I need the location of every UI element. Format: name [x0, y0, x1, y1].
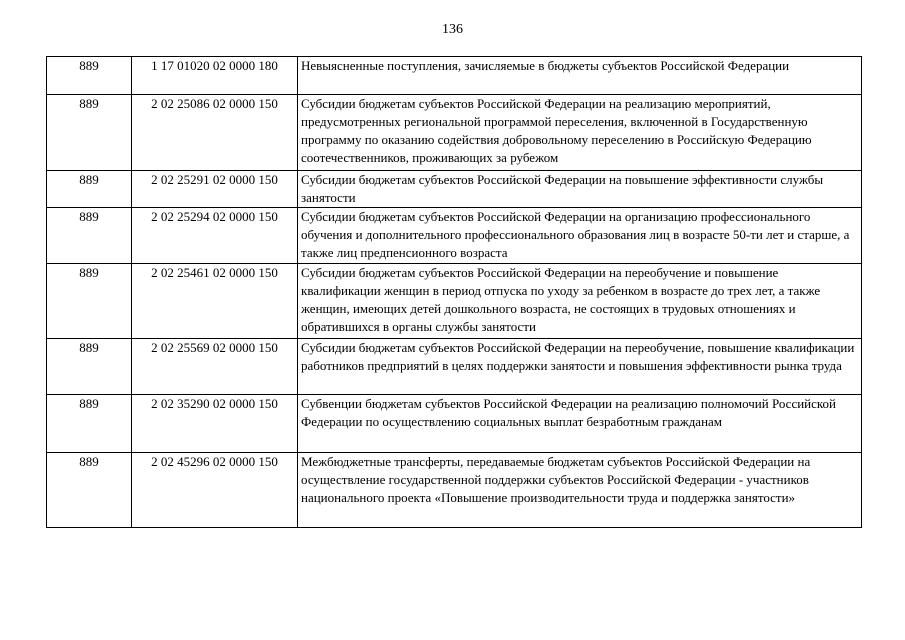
table-row: [47, 171, 862, 208]
revenue-name-cell: Невыясненные поступления, зачисляемые в бюджеты субъектов Российской Федерации: [298, 57, 862, 95]
admin-code-cell: 889: [47, 95, 132, 171]
budget-code-cell: 2 02 25294 02 0000 150: [132, 208, 298, 264]
table-row: [47, 339, 862, 395]
admin-code-cell: 889: [47, 208, 132, 264]
table-row: [47, 264, 862, 339]
budget-code-cell: 2 02 25291 02 0000 150: [132, 171, 298, 208]
revenue-name-cell: Субсидии бюджетам субъектов Российской Федерации на переобучение и повышение квалификации женщин в период отпуска по уходу за ребенком в возрасте до трех лет, а также женщин, имеющих детей дошкольного возраста, не состоящих в трудовых отношениях и обратившихся в органы службы занятости: [298, 264, 862, 339]
page-number: 136: [442, 22, 463, 37]
budget-code-cell: 2 02 25569 02 0000 150: [132, 339, 298, 395]
table-row: [47, 57, 862, 95]
revenue-codes-table: [46, 56, 862, 528]
table-row: [47, 95, 862, 171]
admin-code-cell: 889: [47, 453, 132, 528]
revenue-name-cell: Субсидии бюджетам субъектов Российской Федерации на переобучение, повышение квалификации работников предприятий в целях поддержки занятости и повышения эффективности рынка труда: [298, 339, 862, 395]
admin-code-cell: 889: [47, 264, 132, 339]
table-row: [47, 208, 862, 264]
budget-code-cell: 2 02 25461 02 0000 150: [132, 264, 298, 339]
admin-code-cell: 889: [47, 339, 132, 395]
budget-code-cell: 2 02 25086 02 0000 150: [132, 95, 298, 171]
table-row: [47, 395, 862, 453]
revenue-name-cell: Субсидии бюджетам субъектов Российской Федерации на повышение эффективности службы занятости: [298, 171, 862, 208]
revenue-name-cell: Субсидии бюджетам субъектов Российской Федерации на организацию профессионального обучения и дополнительного профессионального образования лиц в возрасте 50-ти лет и старше, а также лиц предпенсионного возраста: [298, 208, 862, 264]
revenue-name-cell: Субвенции бюджетам субъектов Российской Федерации на реализацию полномочий Российской Федерации по осуществлению социальных выплат безработным гражданам: [298, 395, 862, 453]
budget-code-cell: 2 02 35290 02 0000 150: [132, 395, 298, 453]
budget-code-cell: 2 02 45296 02 0000 150: [132, 453, 298, 528]
table-row: [47, 453, 862, 528]
admin-code-cell: 889: [47, 395, 132, 453]
revenue-name-cell: Субсидии бюджетам субъектов Российской Федерации на реализацию мероприятий, предусмотренных региональной программой переселения, включенной в Государственную программу по оказанию содействия добровольному переселению в Российскую Федерацию соотечественников, проживающих за рубежом: [298, 95, 862, 171]
admin-code-cell: 889: [47, 171, 132, 208]
budget-code-cell: 1 17 01020 02 0000 180: [132, 57, 298, 95]
admin-code-cell: 889: [47, 57, 132, 95]
revenue-name-cell: Межбюджетные трансферты, передаваемые бюджетам субъектов Российской Федерации на осуществление государственной поддержки субъектов Российской Федерации - участников национального проекта «Повышение производительности труда и поддержка занятости»: [298, 453, 862, 528]
